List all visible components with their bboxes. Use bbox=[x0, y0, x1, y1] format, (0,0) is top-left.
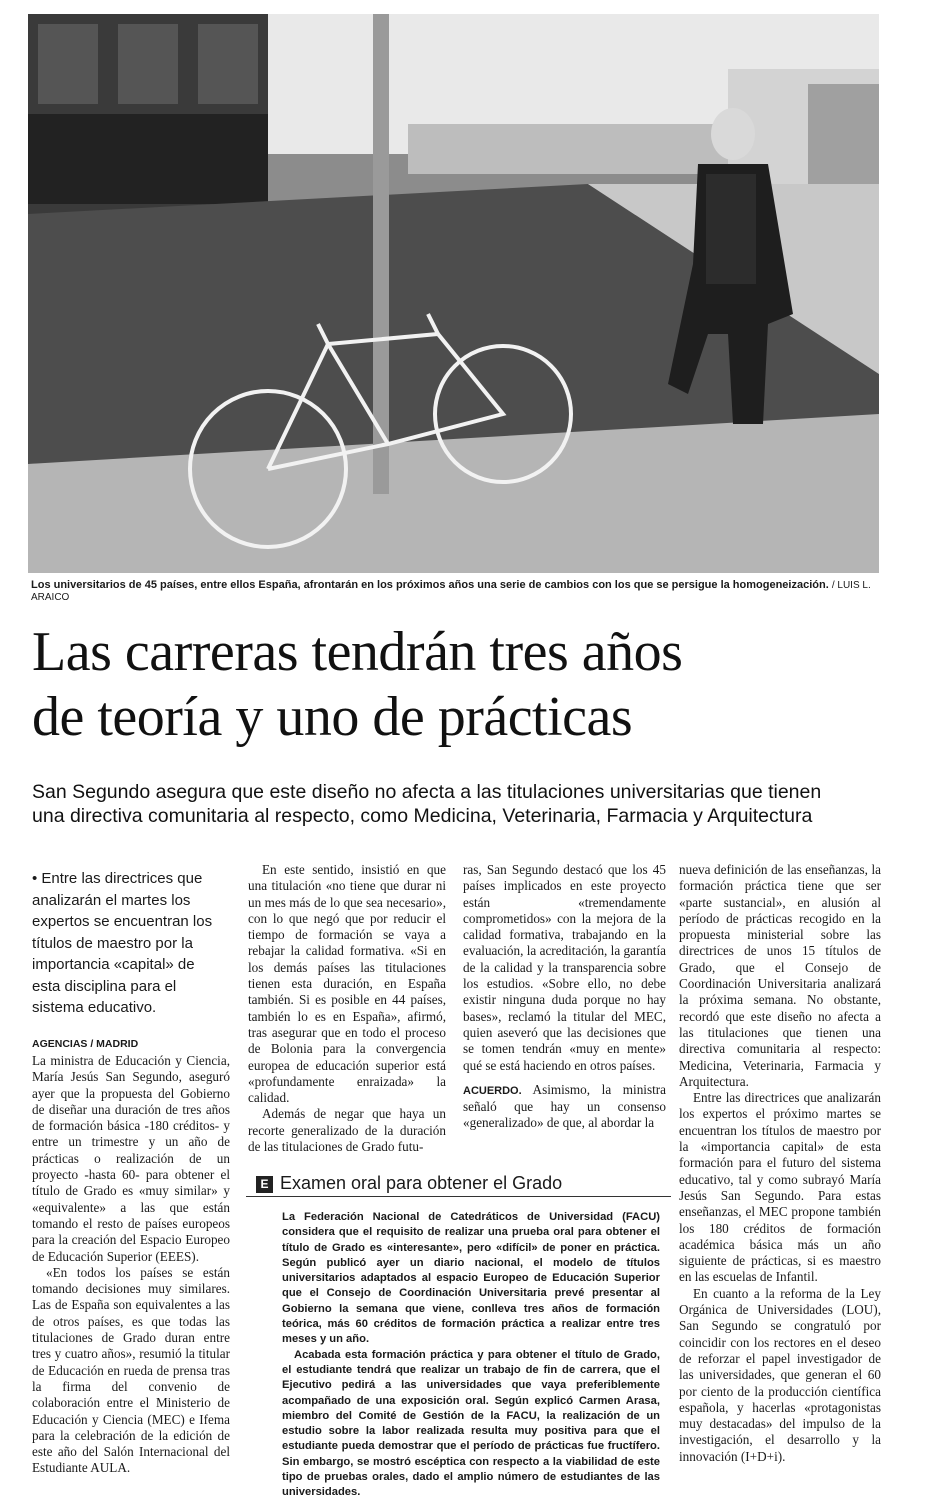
subhead-line-2: una directiva comunitaria al respecto, como Medicina, Veterinaria, Farmacia y Arquitectura bbox=[32, 805, 813, 827]
article-column-4 bbox=[679, 862, 881, 1465]
paragraph: Acabada esta formación práctica y para obtener el título de Grado, el estudiante tendrá que realizar un trabajo de fin de carrera, que el Ejecutivo pedirá a las universidades que vaya preferiblemente acompañado de una exposición oral. Según explicó Carmen Arasa, miembro del Comité de Gestión de la FACU, la realización de un estudio sobre la labor realizada resulta muy positiva para que el estudiante pueda demostrar que el período de prácticas fue fructífero. Sin embargo, se mostró escéptica con respecto a la viabilidad de este tipo de pruebas orales, dado el amplio número de estudiantes de las universidades. bbox=[282, 1348, 660, 1499]
paragraph: Además de negar que haya un recorte generalizado de la duración de las titulaciones de Grado futu- bbox=[248, 1106, 446, 1155]
photo-caption bbox=[31, 579, 911, 603]
headline-line-2: de teoría y uno de prácticas bbox=[32, 686, 633, 748]
paragraph: La ministra de Educación y Ciencia, María Jesús San Segundo, aseguró ayer que la propuesta del Gobierno de diseñar una duración de tres años de formación básica -180 créditos- y entre un trimestre y un año de prácticas o realización de un proyecto -hasta 60- para obtener el título de Grado es «muy similar» y «equivalente» a las que están tomando el resto de países europeos para la creación del Espacio Europeo de Educación Superior (EEES). bbox=[32, 1053, 230, 1264]
photo-credit: / LUIS L. ARAICO bbox=[31, 580, 871, 603]
sidebar-box-body bbox=[282, 1210, 660, 1501]
headline-line-1: Las carreras tendrán tres años bbox=[32, 621, 683, 683]
paragraph: La Federación Nacional de Catedráticos de Universidad (FACU) considera que el requisito de realizar una prueba oral para obtener el título de Grado es «interesante», pero «difícil» de poner en práctica. Según publicó ayer un diario nacional, el modelo de títulos universitarios adaptados al espacio Europeo de Educación Superior que el Consejo de Coordinación Universitaria prevé presentar al Gobierno la semana que viene, conlleva tres años de formación teórica, más 60 créditos de formación práctica a realizar entre tres meses y un año. bbox=[282, 1211, 660, 1346]
article-column-3 bbox=[463, 862, 666, 1132]
article-column-1 bbox=[32, 1053, 230, 1477]
paragraph: En este sentido, insistió en que una titulación «no tiene que durar ni un mes más de lo que sea necesario», con lo que negó que por reducir el tiempo de formación se vaya a rebajar la calidad formativa. «Si en los demás países las titulaciones tienen esta duración, en España también. Si es posible en 44 países, también lo es en España», afirmó, tras asegurar que en todo el proceso de Bolonia para la convergencia europea de educación superior está «profundamente enraizada» la calidad. bbox=[248, 862, 446, 1106]
news-photo bbox=[28, 14, 879, 573]
paragraph: nueva definición de las enseñanzas, la formación práctica tiene que ser «parte sustancial», en alusión al período de prácticas recogido en la propuesta ministerial sobre las directrices de unos 15 títulos de Grado, que el Consejo de Coordinación Universitaria analizará la próxima semana. No obstante, recordó que este diseño no afecta a las titulaciones que tienen una directiva comunitaria al respecto: Medicina, Veterinaria, Farmacia y Arquitectura. bbox=[679, 862, 881, 1089]
section-lead: ACUERDO. bbox=[463, 1084, 522, 1097]
byline: AGENCIAS / MADRID bbox=[32, 1038, 139, 1050]
subheadline bbox=[32, 780, 912, 828]
article-column-2 bbox=[248, 862, 446, 1155]
sidebar-box-title: Examen oral para obtener el Grado bbox=[280, 1173, 563, 1193]
section-marker-icon: E bbox=[256, 1176, 273, 1193]
paragraph: ras, San Segundo destacó que los 45 países implicados en este proyecto están «tremendamente comprometidos» con la mejora de la calidad formativa, trabajando en la evaluación, la acreditación, la garantía de la calidad y la transparencia sobre los estudios. «Sobre ello, no debe existir ninguna duda porque no hay bases», reclamó la titular del MEC, quien aseveró que las decisiones que se tomen tendrán «muy en mente» qué se está haciendo en otros países. bbox=[463, 862, 666, 1073]
paragraph: «En todos los países se están tomando decisiones muy similares. Las de España son equivalentes a las de otros países, es que todas las titulaciones de Grado duran entre tres y cuatro años», resumió la titular de Educación en rueda de prensa tras la firma del convenio de colaboración entre el Ministerio de Educación y Ciencia (MEC) e Ifema para la celebración de la edición de este año del Salón Internacional del Estudiante AULA. bbox=[32, 1264, 230, 1476]
subhead-line-1: San Segundo asegura que este diseño no afecta a las titulaciones universitarias que tienen bbox=[32, 781, 822, 803]
paragraph bbox=[463, 1082, 666, 1132]
campus-photo-illustration bbox=[28, 14, 879, 573]
pull-quote: • Entre las directrices que analizarán el martes los expertos se encuentran los títulos de maestro por la importancia «capital» de esta disciplina para el sistema educativo. bbox=[32, 870, 213, 1016]
paragraph-text: Asimismo, la ministra señaló que hay un consenso «generalizado» de que, al abordar la bbox=[463, 1081, 666, 1131]
sidebar-box-header bbox=[246, 1172, 671, 1197]
paragraph: En cuanto a la reforma de la Ley Orgánica de Universidades (LOU), San Segundo se congratuló por coincidir con los rectores en el deseo de reforzar el papel investigador de las universidades, que generan el 60 por ciento de la producción científica española, y hacerlas «protagonistas muy destacadas» del impulso de la investigación, el desarrollo y la innovación (I+D+i). bbox=[679, 1285, 881, 1464]
headline bbox=[32, 620, 912, 750]
paragraph: Entre las directrices que analizarán los expertos el próximo martes se encuentran los títulos de maestro por la «importancia capital» de esta formación para el futuro del sistema educativo, tal y como subrayó María Jesús San Segundo. Para estas enseñanzas, el MEC propone también los 180 créditos de formación académica básica más un año siguiente de prácticas, si es maestro en las escuelas de Infantil. bbox=[679, 1090, 881, 1285]
caption-text: Los universitarios de 45 países, entre ellos España, afrontarán en los próximos años una serie de cambios con los que se persigue la homogeneización. bbox=[31, 579, 829, 591]
